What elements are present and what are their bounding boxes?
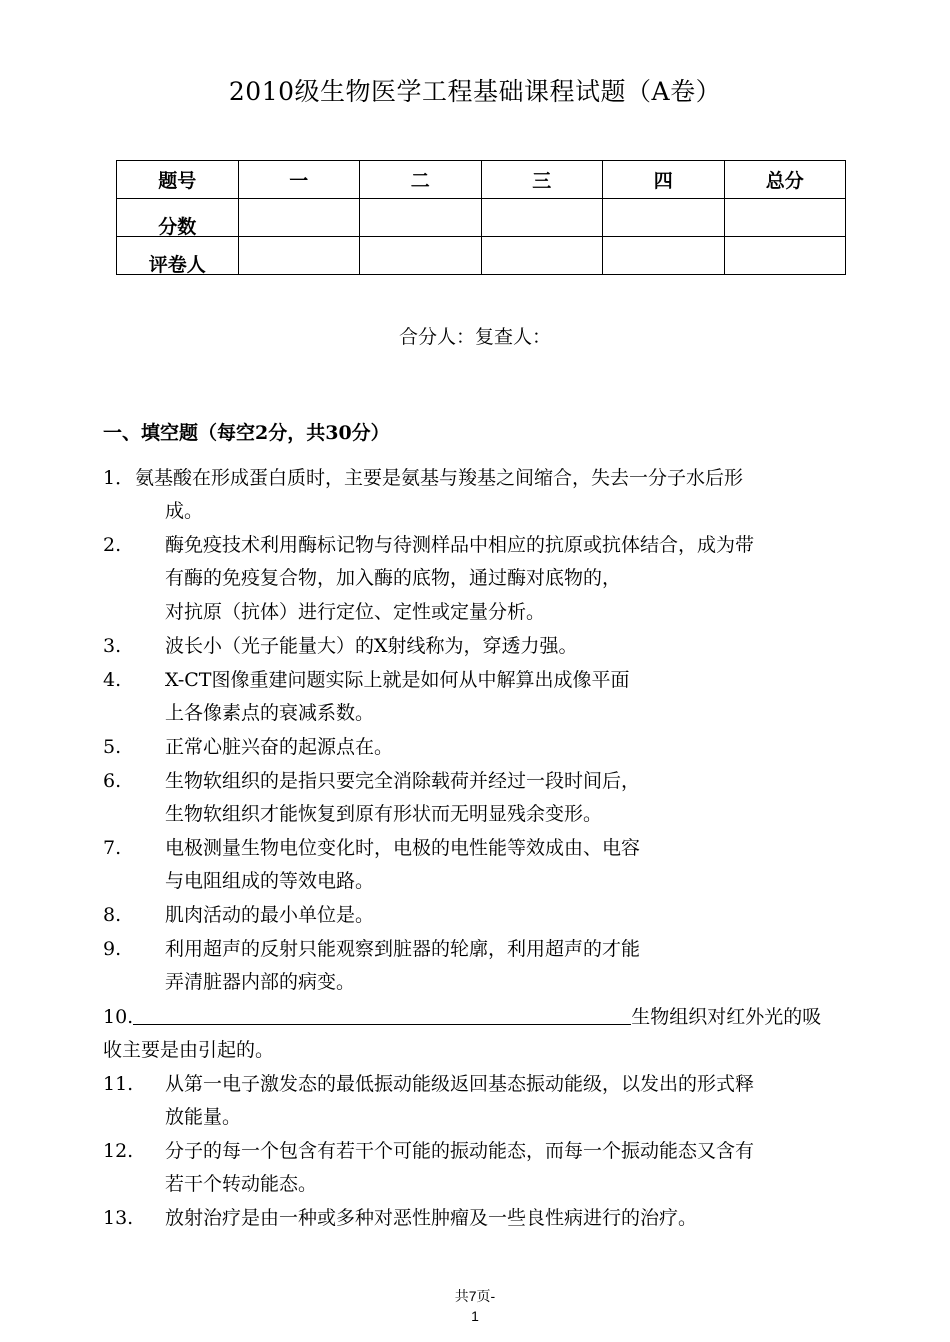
question-text: 从第一电子激发态的最低振动能级返回基态振动能级，以发出的形式释	[165, 1073, 755, 1095]
question-text: 放能量。	[165, 1106, 242, 1128]
row-label-grader: 评卷人	[117, 237, 239, 275]
question-text: 利用超声的反射只能观察到脏器的轮廓，利用超声的才能	[165, 938, 641, 960]
question-number: 9.	[103, 938, 122, 960]
question-number: 6.	[103, 770, 122, 792]
question-text: 收主要是由引起的。	[103, 1039, 275, 1061]
question-text: 分子的每一个包含有若干个可能的振动能态，而每一个振动能态又含有	[165, 1140, 755, 1162]
grader-row	[117, 237, 846, 275]
question-number: 11.	[103, 1073, 134, 1095]
grader-cell[interactable]	[603, 237, 725, 275]
score-cell[interactable]	[238, 199, 360, 237]
question-text: 肌肉活动的最小单位是。	[165, 904, 375, 926]
question-number: 13.	[103, 1207, 134, 1229]
question-text: 成。	[165, 500, 204, 522]
question-text: 弄清脏器内部的病变。	[165, 971, 356, 993]
grader-cell[interactable]	[724, 237, 846, 275]
question-number: 5.	[103, 736, 122, 758]
question-number: 12.	[103, 1140, 134, 1162]
question-text: 生物软组织的是指只要完全消除载荷并经过一段时间后，	[165, 770, 641, 792]
grader-cell[interactable]	[481, 237, 603, 275]
score-cell[interactable]	[603, 199, 725, 237]
header-cell-1: 一	[238, 161, 360, 199]
question-text: 上各像素点的衰减系数。	[165, 702, 375, 724]
header-cell-3: 三	[481, 161, 603, 199]
question-10	[103, 1001, 821, 1034]
answer-blank[interactable]	[133, 1004, 631, 1025]
score-table-header-row	[117, 161, 846, 199]
question-number: 7.	[103, 837, 122, 859]
question-text: X-CT图像重建问题实际上就是如何从中解算出成像平面	[165, 669, 630, 691]
question-number: 10.	[103, 1006, 134, 1028]
section-heading: 一、填空题（每空2分，共30分）	[103, 422, 390, 444]
question-text: 电极测量生物电位变化时，电极的电性能等效成由、电容	[165, 837, 641, 859]
header-cell-question-no: 题号	[117, 161, 239, 199]
score-cell[interactable]	[724, 199, 846, 237]
question-text: 若干个转动能态。	[165, 1173, 318, 1195]
score-table	[116, 160, 846, 275]
question-number: 1．	[103, 467, 135, 489]
question-text: 正常心脏兴奋的起源点在。	[165, 736, 394, 758]
page-number: 1	[471, 1308, 479, 1324]
score-row	[117, 199, 846, 237]
header-cell-4: 四	[603, 161, 725, 199]
score-cell[interactable]	[481, 199, 603, 237]
header-cell-2: 二	[360, 161, 482, 199]
grader-cell[interactable]	[360, 237, 482, 275]
page-footer	[0, 1286, 950, 1326]
question-text: 波长小（光子能量大）的X射线称为，穿透力强。	[165, 635, 578, 657]
page-title: 2010级生物医学工程基础课程试题（A卷）	[228, 77, 722, 106]
question-text: 生物组织对红外光的吸	[631, 1006, 822, 1028]
question-text: 酶免疫技术利用酶标记物与待测样品中相应的抗原或抗体结合，成为带	[165, 534, 755, 556]
score-cell[interactable]	[360, 199, 482, 237]
question-number: 8.	[103, 904, 122, 926]
grader-cell[interactable]	[238, 237, 360, 275]
question-text: 氨基酸在形成蛋白质时，主要是氨基与羧基之间缩合，失去一分子水后形	[135, 467, 744, 489]
question-number: 2.	[103, 534, 122, 556]
question-text: 与电阻组成的等效电路。	[165, 870, 375, 892]
question-text: 有酶的免疫复合物，加入酶的底物，通过酶对底物的，	[165, 567, 622, 589]
question-number: 3.	[103, 635, 122, 657]
reviewer-line: 合分人：复查人：	[398, 326, 551, 348]
question-number: 4.	[103, 669, 122, 691]
question-text: 放射治疗是由一种或多种对恶性肿瘤及一些良性病进行的治疗。	[165, 1207, 698, 1229]
page-count: 共7页-	[454, 1288, 496, 1304]
row-label-score: 分数	[117, 199, 239, 237]
question-text: 生物软组织才能恢复到原有形状而无明显残余变形。	[165, 803, 603, 825]
question-10-cont	[103, 1034, 274, 1067]
question-text: 对抗原（抗体）进行定位、定性或定量分析。	[165, 601, 546, 623]
header-cell-total: 总分	[724, 161, 846, 199]
